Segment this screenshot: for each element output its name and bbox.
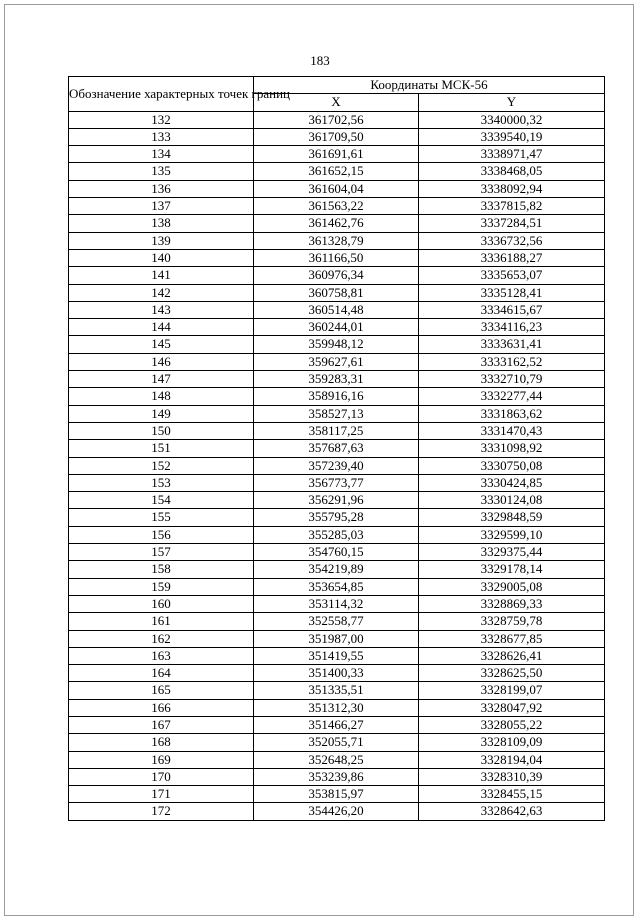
- x-coordinate-cell: 361328,79: [254, 232, 419, 249]
- y-coordinate-cell: 3329848,59: [419, 509, 605, 526]
- point-id-cell: 171: [69, 786, 254, 803]
- page-number: 183: [310, 53, 330, 68]
- point-id-cell: 162: [69, 630, 254, 647]
- x-coordinate-cell: 351987,00: [254, 630, 419, 647]
- y-coordinate-cell: 3328625,50: [419, 665, 605, 682]
- point-id-cell: 140: [69, 249, 254, 266]
- x-coordinate-cell: 361563,22: [254, 198, 419, 215]
- point-id-cell: 137: [69, 198, 254, 215]
- table-row: [69, 613, 605, 630]
- point-id-cell: 172: [69, 803, 254, 820]
- point-id-cell: 164: [69, 665, 254, 682]
- table-row: [69, 561, 605, 578]
- point-id-cell: 153: [69, 474, 254, 491]
- x-coordinate-cell: 359948,12: [254, 336, 419, 353]
- y-coordinate-cell: 3329375,44: [419, 544, 605, 561]
- x-coordinate-cell: 353815,97: [254, 786, 419, 803]
- x-coordinate-cell: 359283,31: [254, 371, 419, 388]
- table-row: [69, 803, 605, 820]
- x-coordinate-cell: 357687,63: [254, 440, 419, 457]
- point-id-cell: 148: [69, 388, 254, 405]
- y-coordinate-cell: 3332710,79: [419, 371, 605, 388]
- table-row: [69, 492, 605, 509]
- point-id-cell: 151: [69, 440, 254, 457]
- table-row: [69, 786, 605, 803]
- table-row: [69, 215, 605, 232]
- y-coordinate-cell: 3330424,85: [419, 474, 605, 491]
- x-coordinate-cell: 355795,28: [254, 509, 419, 526]
- table-row: [69, 457, 605, 474]
- coordinates-table: [68, 76, 605, 821]
- y-coordinate-cell: 3337815,82: [419, 198, 605, 215]
- y-coordinate-cell: 3337284,51: [419, 215, 605, 232]
- table-header-row: [69, 77, 605, 94]
- point-id-cell: 134: [69, 146, 254, 163]
- table-row: [69, 630, 605, 647]
- y-coordinate-cell: 3329599,10: [419, 526, 605, 543]
- x-coordinate-cell: 361691,61: [254, 146, 419, 163]
- y-coordinate-cell: 3332277,44: [419, 388, 605, 405]
- y-coordinate-cell: 3328642,63: [419, 803, 605, 820]
- x-coordinate-cell: 361709,50: [254, 128, 419, 145]
- point-id-cell: 170: [69, 768, 254, 785]
- x-coordinate-cell: 359627,61: [254, 353, 419, 370]
- point-id-cell: 145: [69, 336, 254, 353]
- y-coordinate-cell: 3333162,52: [419, 353, 605, 370]
- x-coordinate-cell: 353654,85: [254, 578, 419, 595]
- table-row: [69, 111, 605, 128]
- table-row: [69, 682, 605, 699]
- x-coordinate-cell: 352055,71: [254, 734, 419, 751]
- x-coordinate-cell: 361166,50: [254, 249, 419, 266]
- table-row: [69, 319, 605, 336]
- table-row: [69, 422, 605, 439]
- x-coordinate-cell: 360514,48: [254, 301, 419, 318]
- table-row: [69, 526, 605, 543]
- y-coordinate-cell: 3329005,08: [419, 578, 605, 595]
- header-x: X: [254, 94, 419, 111]
- point-id-cell: 156: [69, 526, 254, 543]
- y-coordinate-cell: 3328109,09: [419, 734, 605, 751]
- point-id-cell: 135: [69, 163, 254, 180]
- point-id-cell: 142: [69, 284, 254, 301]
- table-row: [69, 163, 605, 180]
- x-coordinate-cell: 353239,86: [254, 768, 419, 785]
- x-coordinate-cell: 360976,34: [254, 267, 419, 284]
- x-coordinate-cell: 361462,76: [254, 215, 419, 232]
- point-id-cell: 144: [69, 319, 254, 336]
- table-row: [69, 232, 605, 249]
- table-row: [69, 388, 605, 405]
- point-id-cell: 167: [69, 716, 254, 733]
- point-id-cell: 163: [69, 647, 254, 664]
- y-coordinate-cell: 3335128,41: [419, 284, 605, 301]
- point-id-cell: 139: [69, 232, 254, 249]
- x-coordinate-cell: 354760,15: [254, 544, 419, 561]
- y-coordinate-cell: 3334615,67: [419, 301, 605, 318]
- table-row: [69, 128, 605, 145]
- table-row: [69, 353, 605, 370]
- table-row: [69, 768, 605, 785]
- point-id-cell: 169: [69, 751, 254, 768]
- point-id-cell: 132: [69, 111, 254, 128]
- point-id-cell: 136: [69, 180, 254, 197]
- x-coordinate-cell: 361702,56: [254, 111, 419, 128]
- x-coordinate-cell: 358916,16: [254, 388, 419, 405]
- point-id-cell: 147: [69, 371, 254, 388]
- point-id-cell: 158: [69, 561, 254, 578]
- point-id-cell: 166: [69, 699, 254, 716]
- point-id-cell: 141: [69, 267, 254, 284]
- x-coordinate-cell: 360758,81: [254, 284, 419, 301]
- x-coordinate-cell: 355285,03: [254, 526, 419, 543]
- header-y: Y: [419, 94, 605, 111]
- y-coordinate-cell: 3328055,22: [419, 716, 605, 733]
- point-id-cell: 152: [69, 457, 254, 474]
- point-id-cell: 157: [69, 544, 254, 561]
- table-row: [69, 371, 605, 388]
- table-row: [69, 440, 605, 457]
- y-coordinate-cell: 3328310,39: [419, 768, 605, 785]
- y-coordinate-cell: 3328677,85: [419, 630, 605, 647]
- table-row: [69, 267, 605, 284]
- x-coordinate-cell: 357239,40: [254, 457, 419, 474]
- x-coordinate-cell: 356773,77: [254, 474, 419, 491]
- y-coordinate-cell: 3340000,32: [419, 111, 605, 128]
- table-row: [69, 180, 605, 197]
- y-coordinate-cell: 3330750,08: [419, 457, 605, 474]
- table-row: [69, 474, 605, 491]
- y-coordinate-cell: 3336188,27: [419, 249, 605, 266]
- y-coordinate-cell: 3328759,78: [419, 613, 605, 630]
- y-coordinate-cell: 3338971,47: [419, 146, 605, 163]
- x-coordinate-cell: 360244,01: [254, 319, 419, 336]
- table-row: [69, 751, 605, 768]
- y-coordinate-cell: 3335653,07: [419, 267, 605, 284]
- table-row: [69, 699, 605, 716]
- y-coordinate-cell: 3331098,92: [419, 440, 605, 457]
- y-coordinate-cell: 3328047,92: [419, 699, 605, 716]
- point-id-cell: 161: [69, 613, 254, 630]
- table-row: [69, 284, 605, 301]
- table-row: [69, 544, 605, 561]
- point-id-cell: 160: [69, 595, 254, 612]
- table-row: [69, 716, 605, 733]
- point-id-cell: 154: [69, 492, 254, 509]
- point-id-cell: 168: [69, 734, 254, 751]
- x-coordinate-cell: 351335,51: [254, 682, 419, 699]
- y-coordinate-cell: 3336732,56: [419, 232, 605, 249]
- table-row: [69, 146, 605, 163]
- point-id-cell: 138: [69, 215, 254, 232]
- point-id-cell: 146: [69, 353, 254, 370]
- y-coordinate-cell: 3331470,43: [419, 422, 605, 439]
- table-row: [69, 665, 605, 682]
- table-row: [69, 578, 605, 595]
- x-coordinate-cell: 353114,32: [254, 595, 419, 612]
- y-coordinate-cell: 3339540,19: [419, 128, 605, 145]
- x-coordinate-cell: 361652,15: [254, 163, 419, 180]
- y-coordinate-cell: 3330124,08: [419, 492, 605, 509]
- y-coordinate-cell: 3334116,23: [419, 319, 605, 336]
- table-row: [69, 336, 605, 353]
- table-row: [69, 301, 605, 318]
- point-id-cell: 150: [69, 422, 254, 439]
- x-coordinate-cell: 354219,89: [254, 561, 419, 578]
- y-coordinate-cell: 3329178,14: [419, 561, 605, 578]
- x-coordinate-cell: 352558,77: [254, 613, 419, 630]
- point-id-cell: 165: [69, 682, 254, 699]
- table-row: [69, 595, 605, 612]
- point-id-cell: 133: [69, 128, 254, 145]
- table-row: [69, 405, 605, 422]
- y-coordinate-cell: 3338092,94: [419, 180, 605, 197]
- table-row: [69, 198, 605, 215]
- point-id-cell: 143: [69, 301, 254, 318]
- table-row: [69, 509, 605, 526]
- table-row: [69, 734, 605, 751]
- x-coordinate-cell: 351400,33: [254, 665, 419, 682]
- x-coordinate-cell: 361604,04: [254, 180, 419, 197]
- y-coordinate-cell: 3333631,41: [419, 336, 605, 353]
- header-coordinates: Координаты МСК-56: [254, 77, 605, 94]
- y-coordinate-cell: 3328455,15: [419, 786, 605, 803]
- x-coordinate-cell: 351312,30: [254, 699, 419, 716]
- table-body: [69, 111, 605, 820]
- point-id-cell: 159: [69, 578, 254, 595]
- x-coordinate-cell: 351466,27: [254, 716, 419, 733]
- y-coordinate-cell: 3331863,62: [419, 405, 605, 422]
- x-coordinate-cell: 354426,20: [254, 803, 419, 820]
- x-coordinate-cell: 358117,25: [254, 422, 419, 439]
- x-coordinate-cell: 356291,96: [254, 492, 419, 509]
- y-coordinate-cell: 3328199,07: [419, 682, 605, 699]
- header-points: Обозначение характерных точек границ: [69, 77, 254, 112]
- y-coordinate-cell: 3338468,05: [419, 163, 605, 180]
- table-row: [69, 647, 605, 664]
- table-row: [69, 249, 605, 266]
- point-id-cell: 155: [69, 509, 254, 526]
- x-coordinate-cell: 351419,55: [254, 647, 419, 664]
- x-coordinate-cell: 358527,13: [254, 405, 419, 422]
- x-coordinate-cell: 352648,25: [254, 751, 419, 768]
- y-coordinate-cell: 3328626,41: [419, 647, 605, 664]
- y-coordinate-cell: 3328869,33: [419, 595, 605, 612]
- point-id-cell: 149: [69, 405, 254, 422]
- y-coordinate-cell: 3328194,04: [419, 751, 605, 768]
